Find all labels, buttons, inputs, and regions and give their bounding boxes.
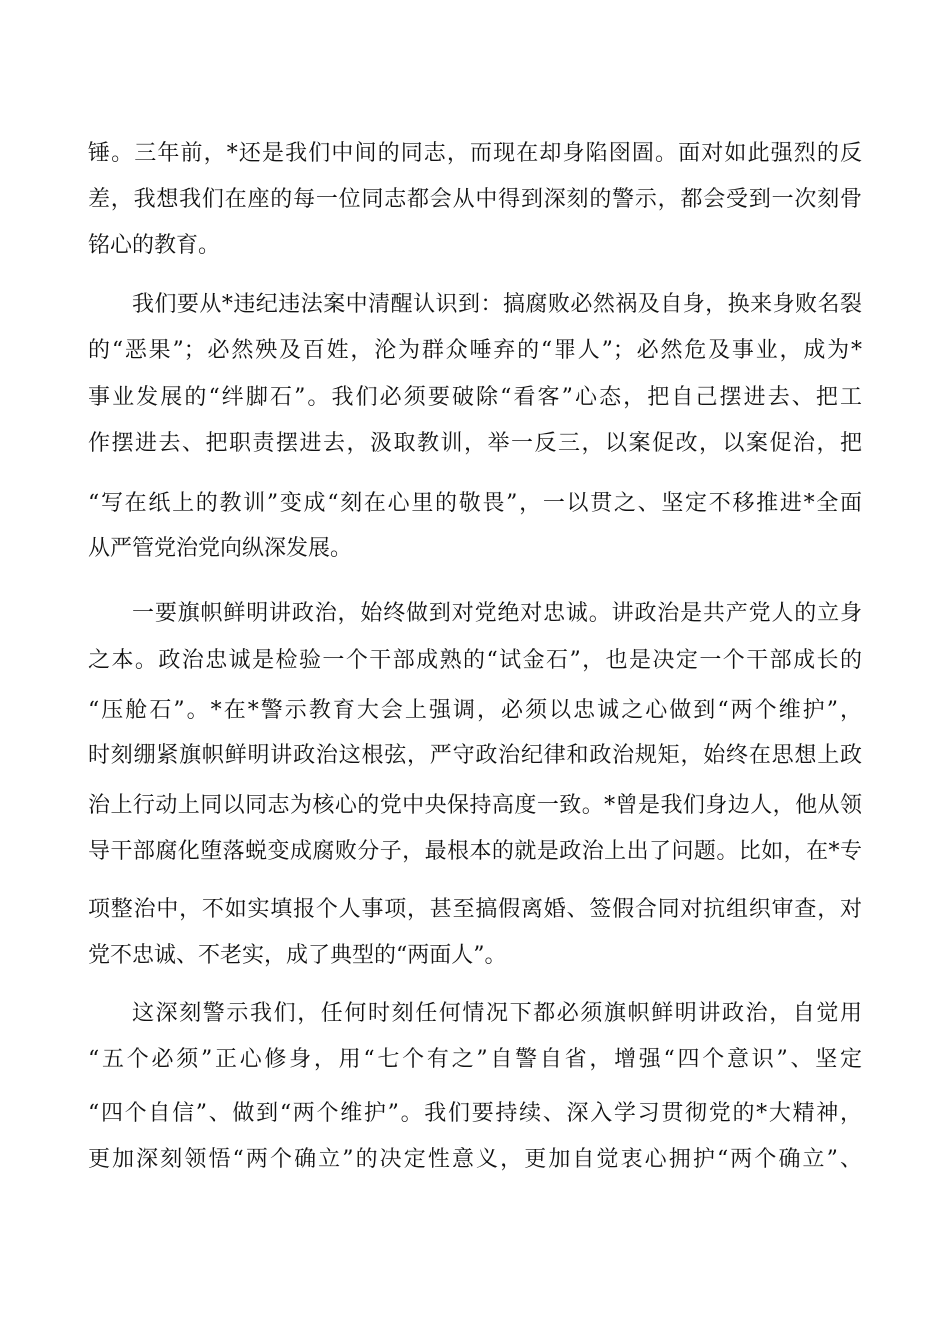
text-line: 我们要从*违纪违法案中清醒认识到：搞腐败必然祸及自身，换来身败名裂 [132, 292, 862, 317]
text-line: 从严管党治党向纵深发展。 [88, 536, 353, 561]
text-line: 项整治中，不如实填报个人事项，甚至搞假离婚、签假合同对抗组织审查，对 [88, 897, 862, 922]
text-line: “压舱石”。*在*警示教育大会上强调，必须以忠诚之心做到“两个维护”， [88, 698, 862, 723]
text-line: 一要旗帜鲜明讲政治，始终做到对党绝对忠诚。讲政治是共产党人的立身 [132, 601, 862, 626]
text-line: 的“恶果”；必然殃及百姓，沦为群众唾弃的“罪人”；必然危及事业，成为* [88, 338, 862, 363]
text-line: 这深刻警示我们，任何时刻任何情况下都必须旗帜鲜明讲政治，自觉用 [132, 1001, 862, 1026]
text-line: “写在纸上的教训”变成“刻在心里的敬畏”，一以贯之、坚定不移推进*全面 [88, 491, 862, 516]
text-line: 导干部腐化堕落蜕变成腐败分子，最根本的就是政治上出了问题。比如，在*专 [88, 839, 862, 864]
text-line: 时刻绷紧旗帜鲜明讲政治这根弦，严守政治纪律和政治规矩，始终在思想上政 [88, 743, 862, 768]
text-line: 差，我想我们在座的每一位同志都会从中得到深刻的警示，都会受到一次刻骨 [88, 187, 862, 212]
text-line: 治上行动上同以同志为核心的党中央保持高度一致。*曾是我们身边人，他从领 [88, 793, 862, 818]
text-line: “五个必须”正心修身，用“七个有之”自警自省，增强“四个意识”、坚定 [88, 1047, 862, 1072]
text-line: 之本。政治忠诚是检验一个干部成熟的“试金石”，也是决定一个干部成长的 [88, 648, 862, 673]
text-line: 更加深刻领悟“两个确立”的决定性意义，更加自觉衷心拥护“两个确立”、 [88, 1147, 862, 1172]
text-line: “四个自信”、做到“两个维护”。我们要持续、深入学习贯彻党的*大精神， [88, 1101, 862, 1126]
text-line: 铭心的教育。 [88, 233, 221, 258]
text-line: 锤。三年前，*还是我们中间的同志，而现在却身陷囹圄。面对如此强烈的反 [88, 141, 862, 166]
text-line: 党不忠诚、不老实，成了典型的“两面人”。 [88, 943, 507, 968]
text-line: 事业发展的“绊脚石”。我们必须要破除“看客”心态，把自己摆进去、把工 [88, 385, 862, 410]
text-line: 作摆进去、把职责摆进去，汲取教训，举一反三，以案促改，以案促治，把 [88, 431, 862, 456]
